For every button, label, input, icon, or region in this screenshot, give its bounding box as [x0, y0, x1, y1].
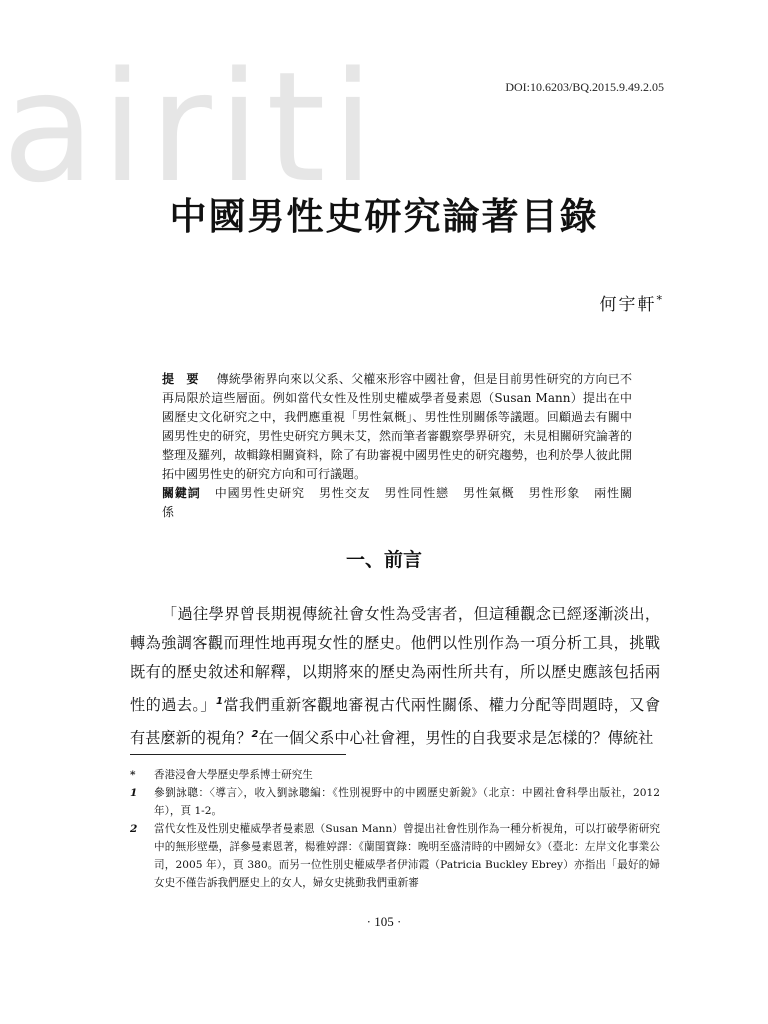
keyword: 男性同性戀: [384, 486, 449, 500]
author-footnote-mark: *: [656, 293, 664, 307]
footnote-ref[interactable]: 1: [216, 696, 224, 707]
body-text-part: 「過往學界曾長期視傳統社會女性為受害者，但這種觀念已經逐漸淡出，轉為強調客觀而理性地再現女性的歷史。他們以性別作為一項分析工具，挑戰既有的歷史敘述和解釋，以期將來的歷史為兩性所共有，所以歷史應該包括兩性的過去。」: [130, 605, 660, 715]
page-title: 中國男性史研究論著目錄: [169, 194, 599, 238]
body-text-part: 在一個父系中心社會裡，男性的自我要求是怎樣的？傳統社: [258, 729, 654, 748]
author-line: [600, 290, 665, 315]
page-number: · 105 ·: [366, 914, 402, 929]
footnote-text: 參劉詠聰：〈導言〉，收入劉詠聰編：《性別視野中的中國歷史新銳》（北京：中國社會科學出版社，2012 年），頁 1-2。: [154, 787, 660, 817]
footnote-text: 當代女性及性別史權威學者曼素恩（Susan Mann）曾提出社會性別作為一種分析視角，可以打破學術研究中的無形壁壘，詳參曼素恩著，楊雅婷譯：《蘭閨寶錄：晚明至盛清時的中國婦女》（臺北：左岸文化事業公司，2005 年），頁 380。而另一位性別史權威學者伊沛霞（Patricia Buckley Ebrey）亦指出「最好的婦女史不僅告訴我們歷史上的女人，婦女史挑動我們重新審: [154, 823, 660, 889]
keyword: 兩性關係: [162, 486, 632, 519]
keyword: 中國男性史研究: [214, 486, 305, 500]
keyword: 男性交友: [318, 486, 371, 500]
doi-identifier: DOI:10.6203/BQ.2015.9.49.2.05: [505, 80, 664, 94]
footnotes: [130, 766, 660, 892]
abstract-block: [162, 370, 632, 522]
footnote-item: [130, 766, 660, 784]
footnote-item: [130, 784, 660, 820]
keyword: 男性形象: [528, 486, 581, 500]
abstract-label: 提 要: [162, 372, 199, 386]
abstract-text: 傳統學術界向來以父系、父權來形容中國社會，但是目前男性研究的方向已不再局限於這些層面。例如當代女性及性別史權威學者曼素恩（Susan Mann）提出在中國歷史文化研究之中，我們應重視「男性氣概」、男性性別關係等議題。回顧過去有關中國男性史的研究，男性史研究方興未艾，然而筆者審觀察學界研究，未見相關研究論著的整理及羅列，故輯錄相關資料，除了有助審視中國男性史的研究趨勢，也利於學人彼此開拓中國男性史的研究方向和可行議題。: [162, 372, 632, 481]
body-text-part: 當我們重新客觀地審視古代兩性關係、權力分配等問題時，又會有甚麼新的視角？: [130, 696, 661, 748]
keywords-line: [162, 484, 632, 522]
footnote-ref[interactable]: 2: [251, 729, 259, 741]
abstract-paragraph: [162, 370, 632, 484]
footnote-mark: 1: [130, 787, 138, 799]
body-text-line: [130, 600, 660, 753]
section-heading: 一、前言: [345, 549, 422, 571]
footnote-divider: [130, 754, 346, 755]
footnote-mark: 2: [130, 823, 138, 835]
footnote-text: 香港浸會大學歷史學系博士研究生: [154, 769, 313, 781]
keyword: 男性氣概: [463, 486, 515, 500]
footnote-mark: *: [130, 769, 136, 781]
footnote-item: [130, 820, 660, 892]
watermark-logo: airiti: [2, 39, 380, 216]
keywords-label: 關鍵詞: [162, 486, 201, 500]
body-paragraph: [130, 600, 660, 753]
author-name: 何宇軒: [599, 295, 657, 315]
